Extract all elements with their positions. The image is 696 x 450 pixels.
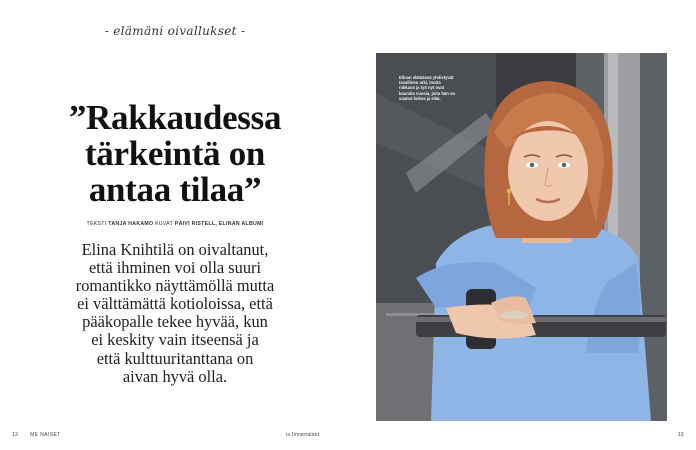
portrait-photo <box>376 53 667 421</box>
right-page-number: 13 <box>678 432 684 438</box>
headline-line: antaa tilaa” <box>88 170 262 209</box>
magazine-name: ME NAISET <box>30 432 61 438</box>
portrait-illustration <box>376 53 667 421</box>
lead-line: pääkopalle tekee hyvää, kun <box>82 312 268 332</box>
lead-line: romantikko näyttämöllä mutta <box>75 276 275 296</box>
lead-line: ei välttämättä kotioloissa, että <box>77 294 273 314</box>
left-page-number: 12 <box>12 432 19 438</box>
lead-line: Elina Knihtilä on oivaltanut, <box>81 240 269 259</box>
photo-caption: Elinan elämässä yhdistyvät tavallinen arki, mutta rakkaus ja työ nyt ovat kauniita vuosia, joita hän on saanut kokea ja elää. <box>399 75 456 101</box>
text-credit-author: TANJA HAKAMO <box>108 221 154 227</box>
folio-left <box>12 432 61 438</box>
byline <box>40 221 310 227</box>
photo-credit-label: KUVAT <box>155 221 174 227</box>
headline <box>40 100 310 208</box>
photo-credit-authors: PÄIVI RISTELL, ELINAN ALBUMI <box>174 221 264 227</box>
text-credit-label: TEKSTI <box>86 221 107 227</box>
lead-line: että ihminen voi olla suuri <box>88 258 262 278</box>
website-url: is.fi/menaiset <box>286 432 320 438</box>
headline-line: ”Rakkaudessa <box>68 98 282 137</box>
lead-line: että kulttuuritanttana on <box>96 348 254 368</box>
lead-line: aivan hyvä olla. <box>122 366 228 386</box>
headline-line: tärkeintä on <box>84 134 266 173</box>
lead-line: ei keskity vain itseensä ja <box>91 330 259 350</box>
section-tag: - elämäni oivallukset - <box>104 24 246 38</box>
lead-paragraph <box>40 241 310 386</box>
